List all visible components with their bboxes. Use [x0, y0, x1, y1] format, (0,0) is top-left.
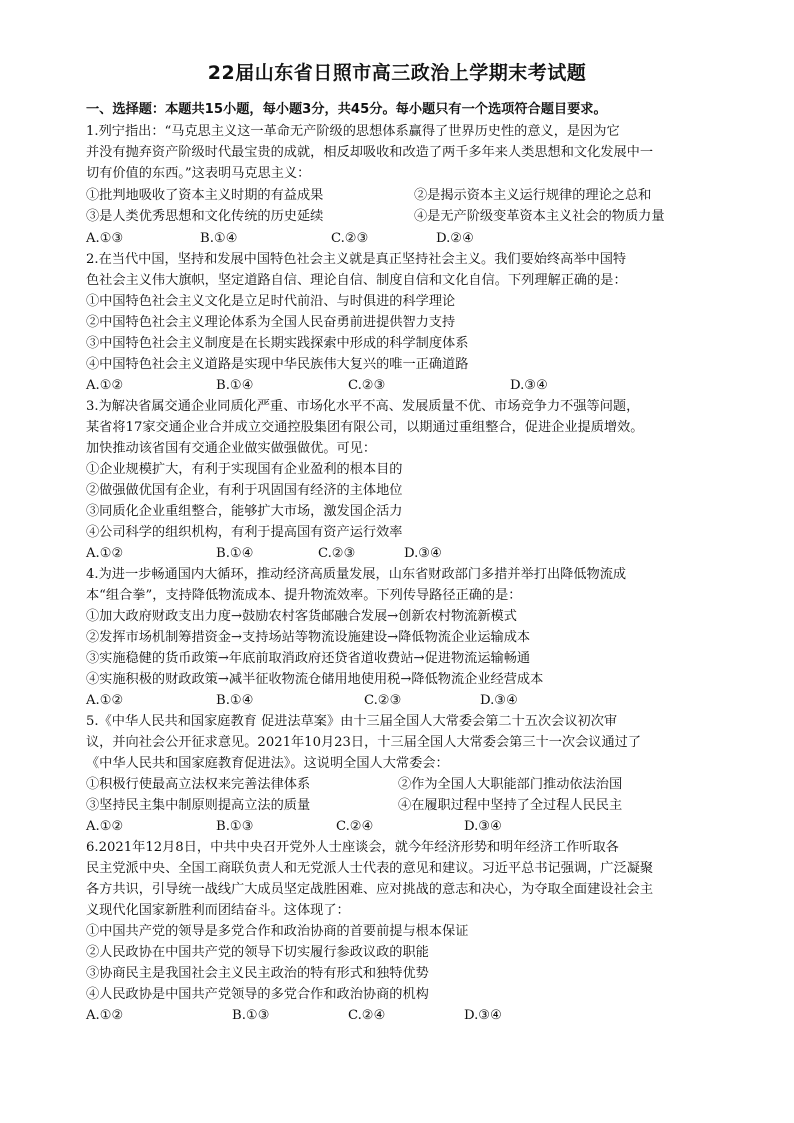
question-3-statement: ①企业规模扩大，有利于实现国有企业盈利的根本目的 — [86, 462, 403, 477]
question-4-option-c[interactable]: C.②③ — [364, 693, 402, 708]
question-2-statement: ④中国特色社会主义道路是实现中华民族伟大复兴的唯一正确道路 — [86, 357, 469, 372]
question-3-statement: ③同质化企业重组整合，能够扩大市场，激发国企活力 — [86, 504, 403, 519]
question-2-option-d[interactable]: D.③④ — [510, 378, 548, 393]
question-5-option-b[interactable]: B.①③ — [216, 819, 254, 834]
question-5-stem-line: 《中华人民共和国家庭教育促进法》。这说明全国人大常委会： — [86, 756, 449, 771]
question-5-stem-line: 5.《中华人民共和国家庭教育 促进法草案》由十三届全国人大常委会第二十五次会议初次审 — [86, 714, 618, 729]
question-4-statement: ④实施积极的财政政策→减半征收物流仓储用地使用税→降低物流企业经营成本 — [86, 672, 544, 687]
question-3-stem-line: 某省将17家交通企业合并成立交通控股集团有限公司，以期通过重组整合，促进企业提质增效。 — [86, 420, 644, 435]
question-5-option-a[interactable]: A.①② — [86, 819, 124, 834]
question-3-statement: ②做强做优国有企业，有利于巩固国有经济的主体地位 — [86, 483, 403, 498]
question-1-option-c[interactable]: C.②③ — [331, 231, 369, 246]
question-5-statement: ④在履职过程中坚持了全过程人民民主 — [398, 798, 623, 813]
question-6-option-b[interactable]: B.①③ — [232, 1008, 270, 1023]
question-2-stem-line: 色社会主义伟大旗帜，坚定道路自信、理论自信、制度自信和文化自信。下列理解正确的是： — [86, 273, 627, 288]
question-3-option-a[interactable]: A.①② — [86, 546, 124, 561]
question-1-statement: ③是人类优秀思想和文化传统的历史延续 — [86, 209, 324, 224]
question-3-option-d[interactable]: D.③④ — [404, 546, 442, 561]
question-3-option-b[interactable]: B.①④ — [216, 546, 254, 561]
question-6-statement: ④人民政协是中国共产党领导的多党合作和政治协商的机构 — [86, 987, 429, 1002]
question-4-stem-line: 4.为进一步畅通国内大循环，推动经济高质量发展，山东省财政部门多措并举打出降低物流成 — [86, 567, 627, 582]
page-title: 22届山东省日照市高三政治上学期末考试题 — [207, 62, 587, 84]
question-3-statement: ④公司科学的组织机构，有利于提高国有资产运行效率 — [86, 525, 403, 540]
question-6-stem-line: 义现代化国家新胜利而团结奋斗。这体现了： — [86, 903, 350, 918]
question-5-statement: ③坚持民主集中制原则提高立法的质量 — [86, 798, 311, 813]
question-1-option-a[interactable]: A.①③ — [86, 231, 124, 246]
question-5-option-d[interactable]: D.③④ — [464, 819, 502, 834]
question-4-stem-line: 本“组合拳”，支持降低物流成本、提升物流效率。下列传导路径正确的是： — [86, 588, 522, 603]
question-5-stem-line: 议，并向社会公开征求意见。2021年10月23日，十三届全国人大常委会第三十一次会议通过了 — [86, 735, 642, 750]
question-4-option-d[interactable]: D.③④ — [480, 693, 518, 708]
question-6-stem-line: 6.2021年12月8日，中共中央召开党外人士座谈会，就今年经济形势和明年经济工作听取各 — [86, 840, 619, 855]
question-1-statement: ④是无产阶级变革资本主义社会的物质力量 — [414, 209, 665, 224]
question-6-option-d[interactable]: D.③④ — [464, 1008, 502, 1023]
question-4-statement: ①加大政府财政支出力度→鼓励农村客货邮融合发展→创新农村物流新模式 — [86, 609, 517, 624]
question-6-stem-line: 民主党派中央、全国工商联负责人和无党派人士代表的意见和建议。习近平总书记强调，广泛凝聚 — [86, 861, 654, 876]
question-1-statement: ②是揭示资本主义运行规律的理论之总和 — [414, 188, 652, 203]
question-1-stem-line: 1.列宁指出：“马克思主义这一革命无产阶级的思想体系赢得了世界历史性的意义，是因为它 — [86, 124, 620, 139]
question-3-option-c[interactable]: C.②③ — [318, 546, 356, 561]
question-5-statement: ②作为全国人大职能部门推动依法治国 — [398, 777, 623, 792]
section-heading: 一、选择题：本题共15小题，每小题3分，共45分。每小题只有一个选项符合题目要求。 — [86, 102, 607, 117]
question-6-stem-line: 各方共识，引导统一战线广大成员坚定战胜困难、应对挑战的意志和决心，为夺取全面建设社会主 — [86, 882, 654, 897]
question-6-option-c[interactable]: C.②④ — [348, 1008, 386, 1023]
question-3-stem-line: 加快推动该省国有交通企业做实做强做优。可见： — [86, 441, 377, 456]
question-3-stem-line: 3.为解决省属交通企业同质化严重、市场化水平不高、发展质量不优、市场竞争力不强等问题， — [86, 399, 640, 414]
question-2-statement: ①中国特色社会主义文化是立足时代前沿、与时俱进的科学理论 — [86, 294, 456, 309]
question-2-statement: ②中国特色社会主义理论体系为全国人民奋勇前进提供智力支持 — [86, 315, 456, 330]
question-5-statement: ①积极行使最高立法权来完善法律体系 — [86, 777, 311, 792]
question-4-option-a[interactable]: A.①② — [86, 693, 124, 708]
question-1-stem-line: 并没有抛弃资产阶级时代最宝贵的成就，相反却吸收和改造了两千多年来人类思想和文化发展中一 — [86, 145, 654, 160]
question-6-statement: ②人民政协在中国共产党的领导下切实履行参政议政的职能 — [86, 945, 429, 960]
question-2-option-a[interactable]: A.①② — [86, 378, 124, 393]
question-1-statement: ①批判地吸收了资本主义时期的有益成果 — [86, 188, 324, 203]
question-2-option-b[interactable]: B.①④ — [216, 378, 254, 393]
question-4-statement: ③实施稳健的货币政策→年底前取消政府还贷省道收费站→促进物流运输畅通 — [86, 651, 531, 666]
question-6-statement: ①中国共产党的领导是多党合作和政治协商的首要前提与根本保证 — [86, 924, 469, 939]
question-1-stem-line: 切有价值的东西。”这表明马克思主义： — [86, 166, 311, 181]
question-6-statement: ③协商民主是我国社会主义民主政治的特有形式和独特优势 — [86, 966, 429, 981]
question-4-statement: ②发挥市场机制筹措资金→支持场站等物流设施建设→降低物流企业运输成本 — [86, 630, 531, 645]
question-4-option-b[interactable]: B.①④ — [216, 693, 254, 708]
question-1-option-d[interactable]: D.②④ — [436, 231, 474, 246]
question-5-option-c[interactable]: C.②④ — [336, 819, 374, 834]
question-2-option-c[interactable]: C.②③ — [348, 378, 386, 393]
question-2-statement: ③中国特色社会主义制度是在长期实践探索中形成的科学制度体系 — [86, 336, 469, 351]
question-6-option-a[interactable]: A.①② — [86, 1008, 124, 1023]
question-2-stem-line: 2.在当代中国，坚持和发展中国特色社会主义就是真正坚持社会主义。我们要始终高举中国特 — [86, 252, 627, 267]
question-1-option-b[interactable]: B.①④ — [200, 231, 238, 246]
